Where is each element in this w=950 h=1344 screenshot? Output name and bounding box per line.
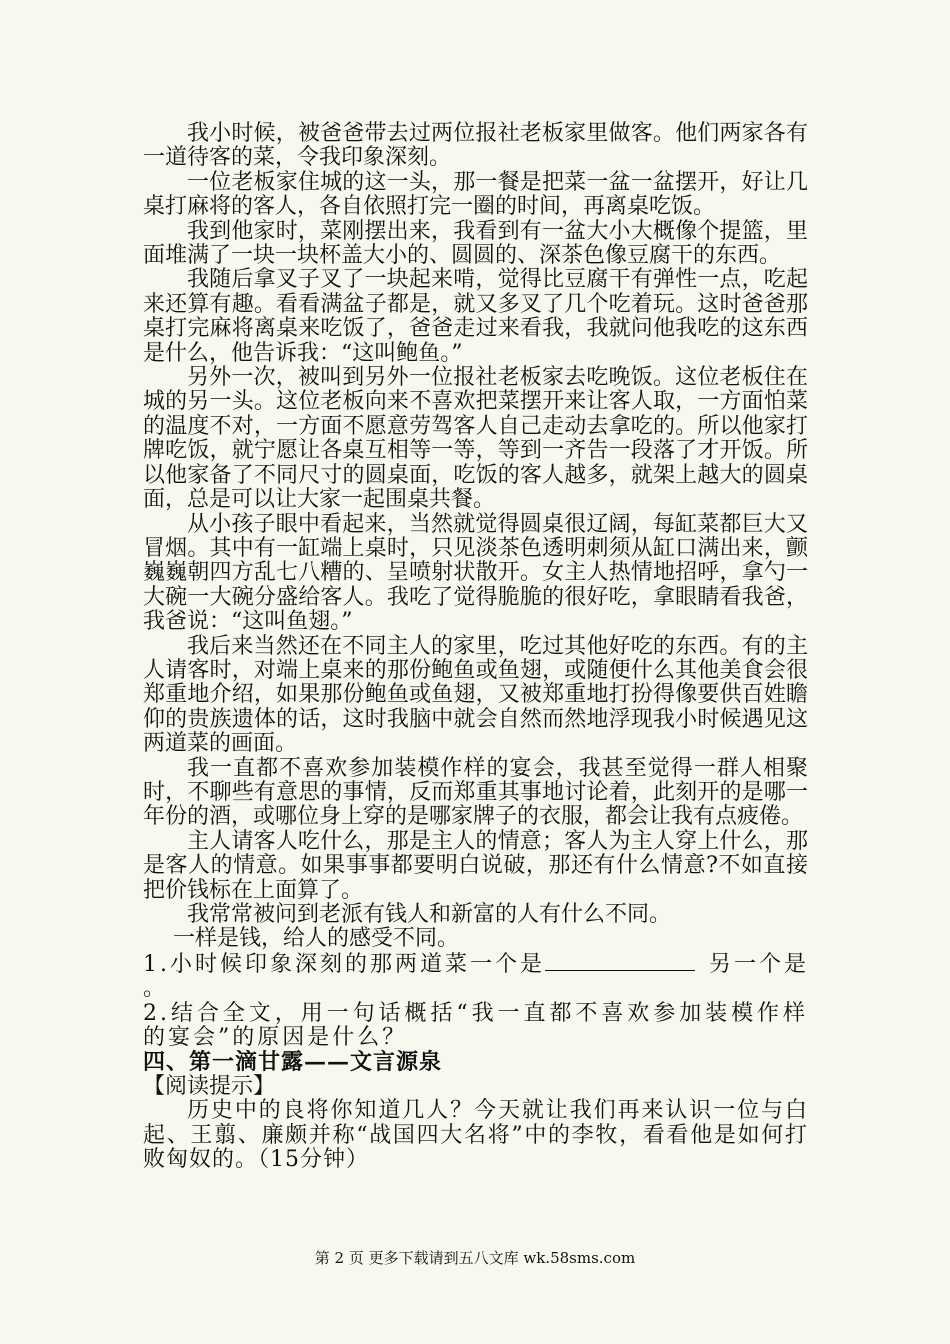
reading-tip-text: 历史中的良将你知道几人？今天就让我们再来认识一位与白起、王翦、廉颇并称“战国四大名将”中的李牧，看看他是如何打败匈奴的。（15分钟）: [143, 1098, 808, 1173]
paragraph-6: 从小孩子眼中看起来，当然就觉得圆桌很辽阔，每缸菜都巨大又冒烟。其中有一缸端上桌时，只见淡茶色透明刺须从缸口满出来，颤巍巍朝四方乱七八糟的、呈喷射状散开。女主人热情地招呼，拿勺一大碗一大碗分盛给客人。我吃了觉得脆脆的很好吃，拿眼睛看我爸，我爸说：“这叫鱼翅。”: [143, 511, 808, 635]
paragraph-7: 我后来当然还在不同主人的家里，吃过其他好吃的东西。有的主人请客时，对端上桌来的那份鲍鱼或鱼翅，或随便什么其他美食会很郑重地介绍，如果那份鲍鱼或鱼翅，又被郑重地打扮得像要供百姓瞻仰的贵族遗体的话，这时我脑中就会自然而然地浮现我小时候遇见这两道菜的画面。: [143, 633, 808, 757]
question-1-prefix: 1.小时候印象深刻的那两道菜一个是: [143, 951, 545, 977]
question-2: 2.结合全文，用一句话概括“我一直都不喜欢参加装模作样的宴会”的原因是什么？: [143, 1000, 808, 1051]
document-body: [143, 122, 808, 1172]
paragraph-2: 一位老板家住城的这一头，那一餐是把菜一盆一盆摆开，好让几桌打麻将的客人，各自依照打完一圈的时间，再离桌吃饭。: [143, 169, 808, 220]
paragraph-4: 我随后拿叉子叉了一块起来啃，觉得比豆腐干有弹性一点，吃起来还算有趣。看看满盆子都是，就又多叉了几个吃着玩。这时爸爸那桌打完麻将离桌来吃饭了，爸爸走过来看我，我就问他我吃的这东西是什么，他告诉我：“这叫鲍鱼。”: [143, 267, 808, 366]
paragraph-3: 我到他家时，菜刚摆出来，我看到有一盆大小大概像个提篮，里面堆满了一块一块杯盖大小的、圆圆的、深茶色像豆腐干的东西。: [143, 218, 808, 269]
answer-blank[interactable]: [545, 952, 695, 971]
question-1-end: 。: [143, 976, 166, 1002]
question-1: [143, 952, 808, 977]
closing-line: 一样是钱，给人的感受不同。: [173, 926, 460, 952]
section-title: 四、第一滴甘露——文言源泉: [143, 1049, 443, 1076]
paragraph-5: 另外一次，被叫到另外一位报社老板家去吃晚饭。这位老板住在城的另一头。这位老板向来不喜欢把菜摆开来让客人取，一方面怕菜的温度不对，一方面不愿意劳驾客人自己走动去拿吃的。所以他家打牌吃饭，就宁愿让各桌互相等一等，等到一齐告一段落了才开饭。所以他家备了不同尺寸的圆桌面，吃饭的客人越多，就架上越大的圆桌面，总是可以让大家一起围桌共餐。: [143, 365, 808, 513]
reading-tip-label: 【阅读提示】: [143, 1073, 276, 1099]
paragraph-9: 主人请客人吃什么，那是主人的情意；客人为主人穿上什么，那是客人的情意。如果事事都要明白说破，那还有什么情意?不如直接把价钱标在上面算了。: [143, 828, 808, 903]
page-footer: 第 2 页 更多下载请到五八文库 wk.58sms.com: [314, 1249, 636, 1267]
paragraph-1: 我小时候，被爸爸带去过两位报社老板家里做客。他们两家各有一道待客的菜，令我印象深刻。: [143, 121, 808, 171]
paragraph-8: 我一直都不喜欢参加装模作样的宴会，我甚至觉得一群人相聚时，不聊些有意思的事情，反而郑重其事地讨论着，此刻开的是哪一年份的酒，或哪位身上穿的是哪家牌子的衣服，都会让我有点疲倦。: [143, 755, 808, 830]
paragraph-10: 我常常被问到老派有钱人和新富的人有什么不同。: [187, 902, 672, 927]
question-1-middle: 另一个是: [709, 951, 810, 977]
